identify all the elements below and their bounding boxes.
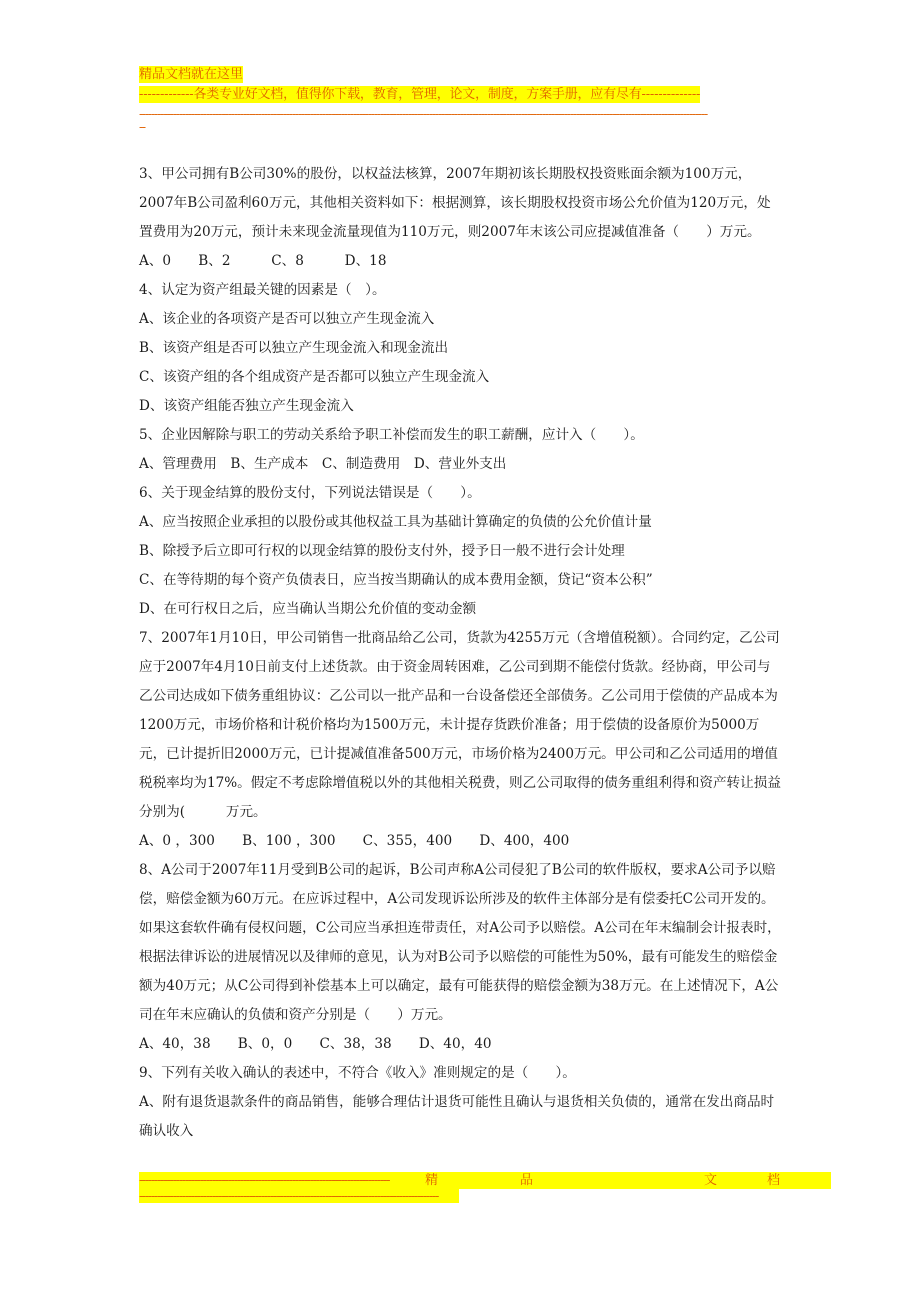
question-9-text: 9、下列有关收入确认的表述中，不符合《收入》准则规定的是（ ）。 (139, 1065, 576, 1081)
question-4-option-a: A、该企业的各项资产是否可以独立产生现金流入 (139, 311, 435, 327)
question-7-text: 7、2007年1月10日，甲公司销售一批商品给乙公司，货款为4255万元（含增值税额）。合同约定，乙公司应于2007年4月10日前支付上述货款。由于资金周转困难，乙公司到期不能偿付货款。经协商，甲公司与乙公司达成如下债务重组协议：乙公司以一批产品和一台设备偿还全部债务。乙公司用于偿债的产品成本为1200万元，市场价格和计税价格均为1500万元，未计提存货跌价准备；用于偿债的设备原价为5000万元，已计提折旧2000万元，已计提减值准备500万元，市场价格为2400万元。甲公司和乙公司适用的增值税税率均为17%。假定不考虑除增值税以外的其他相关税费，则乙公司取得的债务重组利得和资产转让损益分别为( 万元。 (139, 630, 781, 820)
question-6-option-b: B、除授予后立即可行权的以现金结算的股份支付外，授予日一般不进行会计处理 (139, 543, 625, 559)
question-4-option-b: B、该资产组是否可以独立产生现金流入和现金流出 (139, 340, 449, 356)
question-8-text: 8、A公司于2007年11月受到B公司的起诉，B公司声称A公司侵犯了B公司的软件版权，要求A公司予以赔偿，赔偿金额为60万元。在应诉过程中，A公司发现诉讼所涉及的软件主体部分是有偿委托C公司开发的。如果这套软件确有侵权问题，C公司应当承担连带责任，对A公司予以赔偿。A公司在年末编制会计报表时，根据法律诉讼的进展情况以及律师的意见，认为对B公司予以赔偿的可能性为50%，最有可能发生的赔偿金额为40万元；从C公司得到补偿基本上可以确定，最有可能获得的赔偿金额为38万元。在上述情况下，A公司在年末应确认的负债和资产分别是（ ）万元。 (139, 862, 781, 1023)
question-9-option-a: A、附有退货退款条件的商品销售，能够合理估计退货可能性且确认与退货相关负债的，通常在发出商品时确认收入 (139, 1094, 775, 1139)
question-body (139, 160, 784, 1146)
question-6-option-d: D、在可行权日之后，应当确认当期公允价值的变动金额 (139, 601, 477, 617)
question-4-text: 4、认定为资产组最关键的因素是（ ）。 (139, 282, 386, 298)
footer-word-3: 文 (704, 1173, 718, 1188)
question-5-text: 5、企业因解除与职工的劳动关系给予职工补偿而发生的职工薪酬，应计入（ ）。 (139, 427, 644, 443)
question-8-options: A、40，38 B、0，0 C、38，38 D、40，40 (139, 1036, 492, 1052)
question-5-options: A、管理费用 B、生产成本 C、制造费用 D、营业外支出 (139, 456, 507, 472)
footer-word-2: 品 (520, 1173, 534, 1188)
footer-dash-line: -------------------------------------------------------------------------------------------------- (139, 1189, 459, 1203)
header-dash-tail: -- (139, 121, 146, 134)
question-7-options: A、0 ，300 B、100 ，300 C、355，400 D、400，400 (139, 833, 570, 849)
question-4-option-d: D、该资产组能否独立产生现金流入 (139, 398, 354, 414)
header-dash-line: ------------------------------------------------------------------------------------------------------------------------------------------------------------------------------------------ (139, 108, 708, 121)
header-slogan: -------------各类专业好文档，值得你下载，教育，管理，论文，制度，方案手册，应有尽有-------------- (139, 87, 701, 102)
footer-word-1: 精 (425, 1173, 439, 1188)
question-3-options: A、0 B、2 C、8 D、18 (139, 253, 387, 269)
footer-dashes: ---------------------------------------------------------------------------------- (139, 1173, 390, 1187)
footer-banner (139, 1172, 831, 1189)
question-6-option-a: A、应当按照企业承担的以股份或其他权益工具为基础计算确定的负债的公允价值计量 (139, 514, 652, 530)
question-4-option-c: C、该资产组的各个组成资产是否都可以独立产生现金流入 (139, 369, 490, 385)
header-title: 精品文档就在这里 (139, 67, 244, 82)
footer-word-4: 档 (767, 1173, 781, 1188)
question-6-option-c: C、在等待期的每个资产负债表日，应当按当期确认的成本费用金额，贷记“资本公积” (139, 572, 653, 588)
question-6-text: 6、关于现金结算的股份支付，下列说法错误是（ ）。 (139, 485, 481, 501)
question-3-text: 3、甲公司拥有B公司30%的股份，以权益法核算，2007年期初该长期股权投资账面余额为100万元，2007年B公司盈利60万元，其他相关资料如下：根据测算，该长期股权投资市场公允价值为120万元，处置费用为20万元，预计未来现金流量现值为110万元，则2007年末该公司应提减值准备（ ）万元。 (139, 166, 771, 240)
